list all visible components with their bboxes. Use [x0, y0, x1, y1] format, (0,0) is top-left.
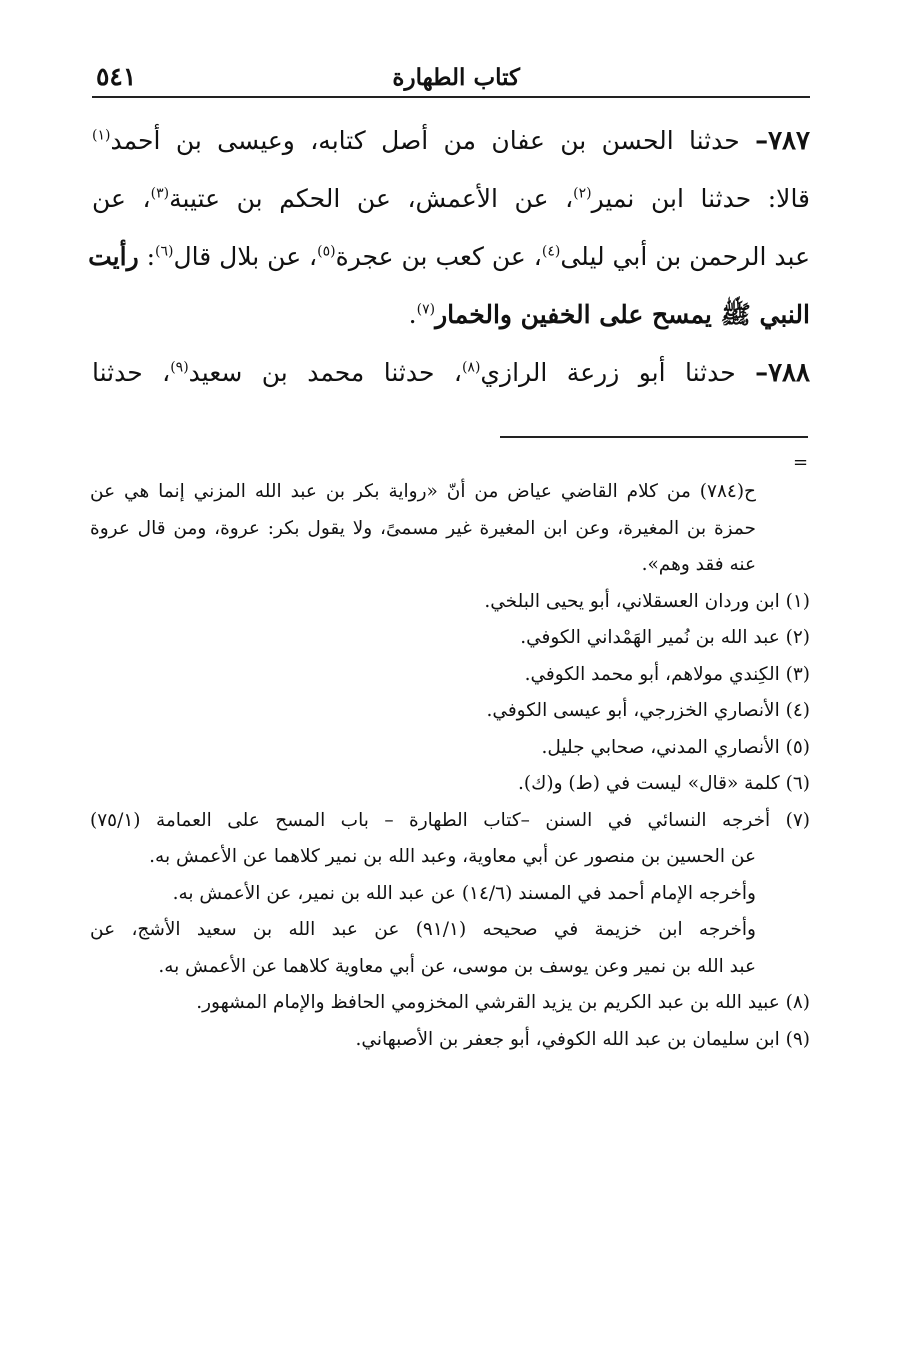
footnote-3: (٣) الكِندي مولاهم، أبو محمد الكوفي. [524, 663, 810, 685]
footnote-7-line: (٧) أخرجه النسائي في السنن –كتاب الطهارة – باب المسح على العمامة (٧٥/١) [90, 809, 810, 831]
footnote-ref-4: (٤) [541, 243, 561, 260]
footnote-4: (٤) الأنصاري الخزرجي، أبو عيسى الكوفي. [486, 700, 810, 721]
running-header [92, 56, 810, 98]
footnote-7-line: عبد الله بن نمير وعن يوسف بن موسى، عن أبي معاوية كلاهما عن الأعمش به. [158, 955, 756, 977]
continuation-mark: = [793, 452, 809, 473]
footnote-7-line: عن الحسين بن منصور عن أبي معاوية، وعبد الله بن نمير كلاهما عن الأعمش به. [149, 846, 756, 867]
footnote-9: (٩) ابن سليمان بن عبد الله الكوفي، أبو جعفر بن الأصبهاني. [355, 1028, 810, 1050]
footnote-ref-2: (٢) [573, 185, 592, 202]
footnote-ref-3: (٣) [150, 185, 170, 202]
footnote-7-line: وأخرجه الإمام أحمد في المسند (١٤/٦) عن عبد الله بن نمير، عن الأعمش به. [172, 882, 756, 904]
footnote-7-line: وأخرجه ابن خزيمة في صحيحه (٩١/١) عن عبد الله بن سعيد الأشج، عن [90, 919, 756, 940]
footnote-continuation-line: حمزة بن المغيرة، وعن ابن المغيرة غير مسمىً، ولا يقول بكر: عروة، ومن قال عروة [90, 517, 756, 539]
footnote-5: (٥) الأنصاري المدني، صحابي جليل. [541, 736, 810, 758]
chapter-title: كتاب الطهارة [392, 64, 520, 91]
footnote-ref-8: (٨) [461, 359, 481, 376]
footnote-ref-1: (١) [92, 127, 111, 144]
page-number: ٥٤١ [96, 62, 137, 91]
footnote-8: (٨) عبيد الله بن عبد الكريم بن يزيد القرشي المخزومي الحافظ والإمام المشهور. [196, 992, 810, 1013]
footnote-6: (٦) كلمة «قال» ليست في (ط) و(ك). [518, 773, 810, 794]
hadith-number-787: ٧٨٧– [755, 126, 810, 156]
footnote-1: (١) ابن وردان العسقلاني، أبو يحيى البلخي. [484, 590, 810, 612]
hadith-787-line-2: قالا: حدثنا ابن نمير$^{(٢)}$، عن الأعمش، عن الحكم بن عتيبة$^{(٣)}$، عن [92, 184, 811, 213]
footnote-ref-6: (٦) [155, 243, 174, 260]
footnote-continuation-line: ح(٧٨٤) من كلام القاضي عياض من أنّ «رواية بكر بن عبد الله المزني إنما هي عن [90, 481, 756, 502]
matn-bold-start: رأيت [88, 242, 139, 271]
footnote-2: (٢) عبد الله بن نُمير الهَمْداني الكوفي. [520, 627, 810, 648]
footnote-ref-5: (٥) [317, 243, 336, 260]
footnote-continuation-line: عنه فقد وهم». [641, 554, 756, 575]
matn-bold: النبي ﷺ يمسح على الخفين والخمار [435, 300, 810, 329]
hadith-787-line-1: ٧٨٧– حدثنا الحسن بن عفان من أصل كتابه، وعيسى بن أحمد$^{(١)}$ [92, 126, 810, 156]
footnote-separator [500, 436, 808, 438]
hadith-787-line-3: عبد الرحمن بن أبي ليلى$^{(٤)}$، عن كعب بن عجرة$^{(٥)}$، عن بلال قال$^{(٦)}$: رأيت [88, 242, 810, 271]
footnote-ref-9: (٩) [170, 359, 189, 376]
hadith-number-788: ٧٨٨– [755, 358, 810, 388]
footnotes [90, 474, 810, 1058]
hadith-788-line-1: ٧٨٨– حدثنا أبو زرعة الرازي$^{(٨)}$، حدثنا محمد بن سعيد$^{(٩)}$، حدثنا [92, 358, 810, 388]
footnote-ref-7: (٧) [416, 301, 436, 318]
main-text [88, 112, 811, 402]
hadith-787-line-4: النبي ﷺ يمسح على الخفين والخمار$^{(٧)}$. [408, 300, 810, 329]
